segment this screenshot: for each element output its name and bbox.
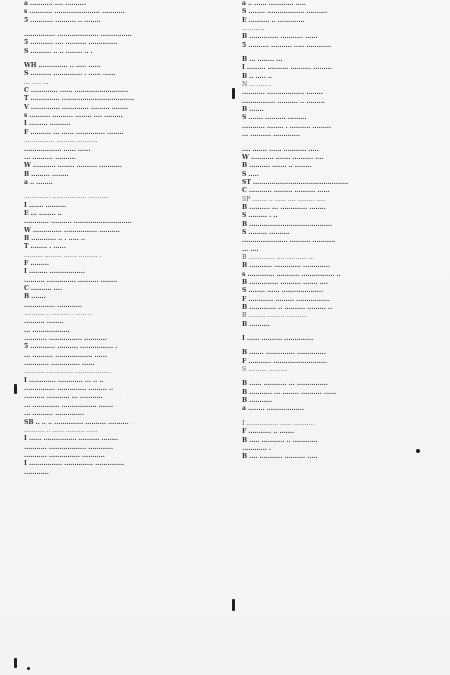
right-margin-marker-1	[232, 88, 235, 99]
right-line-2: S ........ .................. ..........	[242, 8, 328, 16]
right-line-12: ........... .................. ........	[242, 89, 323, 97]
right-line-23: ST ..............................................	[242, 178, 349, 186]
left-line-50: ... ............. ................. .......	[24, 401, 114, 409]
left-line-9: WH .............. .. ..... ......	[24, 62, 101, 70]
left-line-34: I ......... .................	[24, 268, 85, 276]
right-line-3: E .......... .. .............	[242, 16, 305, 24]
right-line-51: a ........ ..................	[242, 405, 304, 413]
right-line-24: C ........... ......... .......... ......	[242, 187, 330, 195]
right-line-56: ............ .	[242, 444, 272, 452]
left-line-46: ........... .............. ...................	[24, 368, 111, 376]
left-text-column	[24, 0, 228, 675]
right-line-42: I ...... .......... ..............	[242, 335, 314, 343]
left-line-10: S .......... .............. . ...... ......	[24, 70, 116, 78]
right-line-53: I ................. ...... ...........	[242, 419, 315, 427]
left-line-27: E ... ........ ..	[24, 209, 62, 217]
right-line-40: B ..........	[242, 320, 270, 328]
left-line-7: S .......... .. .. ........ .. .	[24, 47, 93, 55]
scan-speck-2	[27, 667, 30, 670]
left-line-18: ................ .......... ...........	[24, 137, 98, 145]
left-line-58: ............	[24, 468, 49, 476]
right-line-45: F ........... ..........................	[242, 357, 328, 365]
right-line-30: ...................... .......... ...........	[242, 237, 336, 245]
left-line-15: s .......... .......... ........ .... .........	[24, 112, 123, 120]
left-line-17: F .......... ... ...... .............. ........	[24, 128, 124, 136]
right-line-35: B .............. .......... ....... ....	[242, 279, 328, 286]
scan-speck-1	[416, 449, 420, 453]
right-line-29: S ......... ..........	[242, 228, 290, 236]
right-line-32: B .............. .... ........... ...	[242, 253, 315, 261]
right-line-22: S .....	[242, 170, 259, 178]
right-line-49: B ........... ... ........ .......... ......	[242, 388, 337, 396]
right-line-4: ............	[242, 25, 265, 33]
left-line-2: s ........... ...................... ...........	[24, 8, 125, 16]
left-line-14: V .............. ............. ......... ........	[24, 103, 129, 111]
left-line-56: ........... ............... ...........	[24, 451, 105, 459]
left-line-28: ............ .......... ............................	[24, 218, 132, 226]
left-line-45: ............ .............. ......	[24, 360, 95, 368]
left-line-23: a .. ........	[24, 178, 53, 186]
left-line-1: a ........... .... ..........	[24, 0, 86, 7]
left-line-19: .................. ...... ......	[24, 145, 91, 153]
left-line-32: .......... ......... ....... .......... .	[24, 251, 102, 259]
left-line-26: I ....... ..........	[24, 201, 67, 209]
left-line-29: W .............. ................ ..........	[24, 226, 120, 234]
left-line-33: F .........	[24, 259, 49, 267]
left-line-55: ........... .................. ............	[24, 443, 114, 451]
left-line-40: .......... ........	[24, 318, 64, 326]
right-line-55: B ..... ........... .. ............	[242, 436, 318, 444]
left-line-53: ........... .. ...... .......... ......	[24, 426, 98, 434]
right-line-8: B ... ........ ...	[242, 56, 283, 64]
right-line-28: B ........................................	[242, 220, 333, 228]
left-line-49: .......... ........... ... ...........	[24, 393, 103, 401]
right-line-10: B .. ..... ..	[242, 72, 272, 80]
right-line-39: B ......... ......... ...........	[242, 312, 307, 320]
right-line-34: s ............. ........... ................ ..	[242, 270, 341, 278]
left-line-11: ... ..... ...	[24, 78, 49, 86]
right-line-36: S ........ ...... ....................	[242, 287, 323, 295]
left-line-5: ............... .................... ...............	[24, 31, 132, 39]
right-line-9: I ......... .......... .......... .........	[242, 64, 332, 72]
right-line-20: W ........... ....... .......... ....	[242, 153, 324, 161]
right-line-57: B .... ........... .......... .....	[242, 453, 318, 461]
left-line-35: .......... .............. .......... ........	[24, 276, 118, 284]
left-line-6: 5 ........... .... .......... ..............	[24, 39, 118, 47]
left-line-3: 5 ........... .......... .. ........	[24, 16, 101, 24]
left-line-36: C .......... ....	[24, 285, 62, 292]
left-line-13: T .............. ...................................	[24, 95, 135, 103]
left-line-44: ... .......... .................. ......	[24, 351, 107, 359]
right-line-46: S .......... ..........	[242, 366, 288, 374]
right-line-1: a .. ...... ............ .....	[242, 0, 306, 7]
right-line-11: N ... ..... ..	[242, 81, 272, 89]
right-line-6: 5 .......... .......... ..... ............	[242, 41, 332, 49]
left-line-39: ........... .. ......... . ...... ..	[24, 310, 92, 318]
left-line-57: I ................ .............. ..............	[24, 460, 125, 468]
right-line-31: ... ....	[242, 245, 259, 253]
right-line-26: B .......... ... ............. ........	[242, 203, 326, 211]
right-line-44: B ....... .............. ..............	[242, 349, 326, 357]
left-margin-marker-1	[14, 384, 17, 394]
left-line-20: ... .......... ..........	[24, 153, 76, 161]
right-line-54: F ........... .. .......	[242, 428, 294, 436]
right-line-5: B .............. ........... ......	[242, 33, 318, 41]
left-line-12: C ............. ...... ..........................	[24, 87, 129, 95]
right-line-27: S ......... . ..	[242, 212, 278, 220]
right-line-37: F ............ ......... ................	[242, 295, 330, 303]
right-line-14: B .......	[242, 106, 264, 114]
right-line-25: SP ........ .. ...... .... ......... .....	[242, 195, 326, 203]
left-line-21: W ........... ........ .......... ...........	[24, 162, 122, 170]
right-line-21: B .......... ....... .. ........	[242, 162, 312, 170]
right-text-column	[242, 0, 446, 675]
left-line-43: 5 ............ .......... ................ .	[24, 343, 118, 351]
left-line-52: SB .. .. .. .............. .......... ..........	[24, 418, 129, 426]
right-line-38: B ............. .. .......... ......... ..	[242, 304, 333, 312]
right-line-50: B ...........	[242, 397, 272, 405]
left-line-22: B ......... ........	[24, 170, 69, 178]
right-line-15: S ....... .......... .........	[242, 114, 307, 122]
right-line-33: B ........... ............. .............	[242, 262, 330, 270]
right-line-13: ................ .......... .. .........	[242, 97, 325, 105]
left-line-16: I ......... ..........	[24, 120, 71, 128]
left-line-51: ... .......... ..............	[24, 410, 85, 418]
left-line-54: I ...... ................ .......... ........	[24, 435, 118, 443]
left-line-31: T ........ . ......	[24, 243, 66, 251]
left-line-30: B ............ .. . ..... ..	[24, 234, 86, 242]
left-line-37: B .......	[24, 293, 46, 301]
left-line-38: ............... ............	[24, 301, 83, 309]
left-line-47: I ............. ............ ... .. ..	[24, 376, 104, 384]
right-line-48: B ...... ........... ... ...............	[242, 380, 328, 388]
left-line-48: ............... .............. ......... ..	[24, 385, 114, 393]
left-line-42: ........... ................ ...........	[24, 335, 107, 343]
left-margin-marker-2	[14, 658, 17, 668]
right-line-17: ... .......... .............	[242, 131, 301, 139]
right-margin-marker-2	[232, 599, 235, 611]
right-line-19: .... ....... ...... ........... .....	[242, 145, 319, 153]
left-line-41: ... ..................	[24, 326, 70, 334]
right-line-16: ........... ........ . .......... .........	[242, 122, 332, 130]
left-line-25: .............. .................. ...........	[24, 193, 109, 201]
